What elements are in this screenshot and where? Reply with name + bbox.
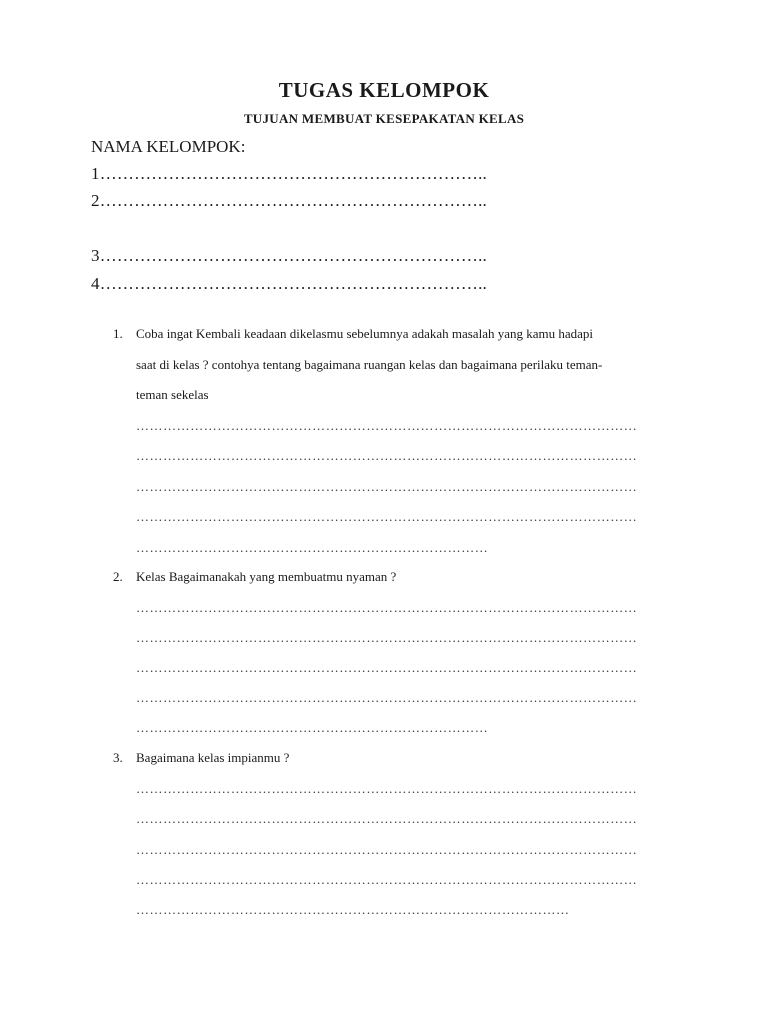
answer-line: …………………………………………………………………………………………………: [136, 479, 638, 494]
answer-line: …………………………………………………………………………………………………: [136, 630, 638, 645]
question-3-number: 3.: [113, 750, 123, 765]
answer-line: …………………………………………………………………………………………………: [136, 448, 638, 463]
question-1-number: 1.: [113, 326, 123, 341]
member-line-3: 3…………………………………………………………..: [91, 246, 487, 265]
question-3-text-line: Bagaimana kelas impianmu ?: [136, 750, 290, 765]
answer-line: …………………………………………………………………………………………………: [136, 418, 638, 433]
answer-line: …………………………………………………………………………………………………: [136, 842, 638, 857]
answer-line: ……………………………………………………………………………………: [136, 902, 570, 917]
answer-line: …………………………………………………………………………………………………: [136, 781, 638, 796]
question-1-text-line: saat di kelas ? contohya tentang bagaimana ruangan kelas dan bagaimana perilaku teman-: [136, 357, 603, 372]
member-line-1: 1…………………………………………………………..: [91, 164, 487, 183]
answer-line: …………………………………………………………………………………………………: [136, 509, 638, 524]
answer-line: …………………………………………………………………………………………………: [136, 690, 638, 705]
answer-line: …………………………………………………………………………………………………: [136, 660, 638, 675]
question-1-text-line: Coba ingat Kembali keadaan dikelasmu sebelumnya adakah masalah yang kamu hadapi: [136, 326, 594, 341]
question-2-number: 2.: [113, 569, 123, 584]
answer-line: …………………………………………………………………………………………………: [136, 600, 638, 615]
answer-line: …………………………………………………………………………………………………: [136, 811, 638, 826]
page-subtitle: TUJUAN MEMBUAT KESEPAKATAN KELAS: [243, 111, 525, 126]
member-line-2: 2…………………………………………………………..: [91, 191, 487, 210]
answer-line: …………………………………………………………………………………………………: [136, 872, 638, 887]
answer-line: ……………………………………………………………………: [136, 720, 489, 735]
group-name-label: NAMA KELOMPOK:: [91, 137, 246, 156]
question-1-text-line: teman sekelas: [136, 387, 209, 402]
question-2-text-line: Kelas Bagaimanakah yang membuatmu nyaman ?: [136, 569, 397, 584]
member-line-4: 4…………………………………………………………..: [91, 274, 487, 293]
answer-line: ……………………………………………………………………: [136, 540, 489, 555]
page-title: TUGAS KELOMPOK: [278, 78, 490, 102]
